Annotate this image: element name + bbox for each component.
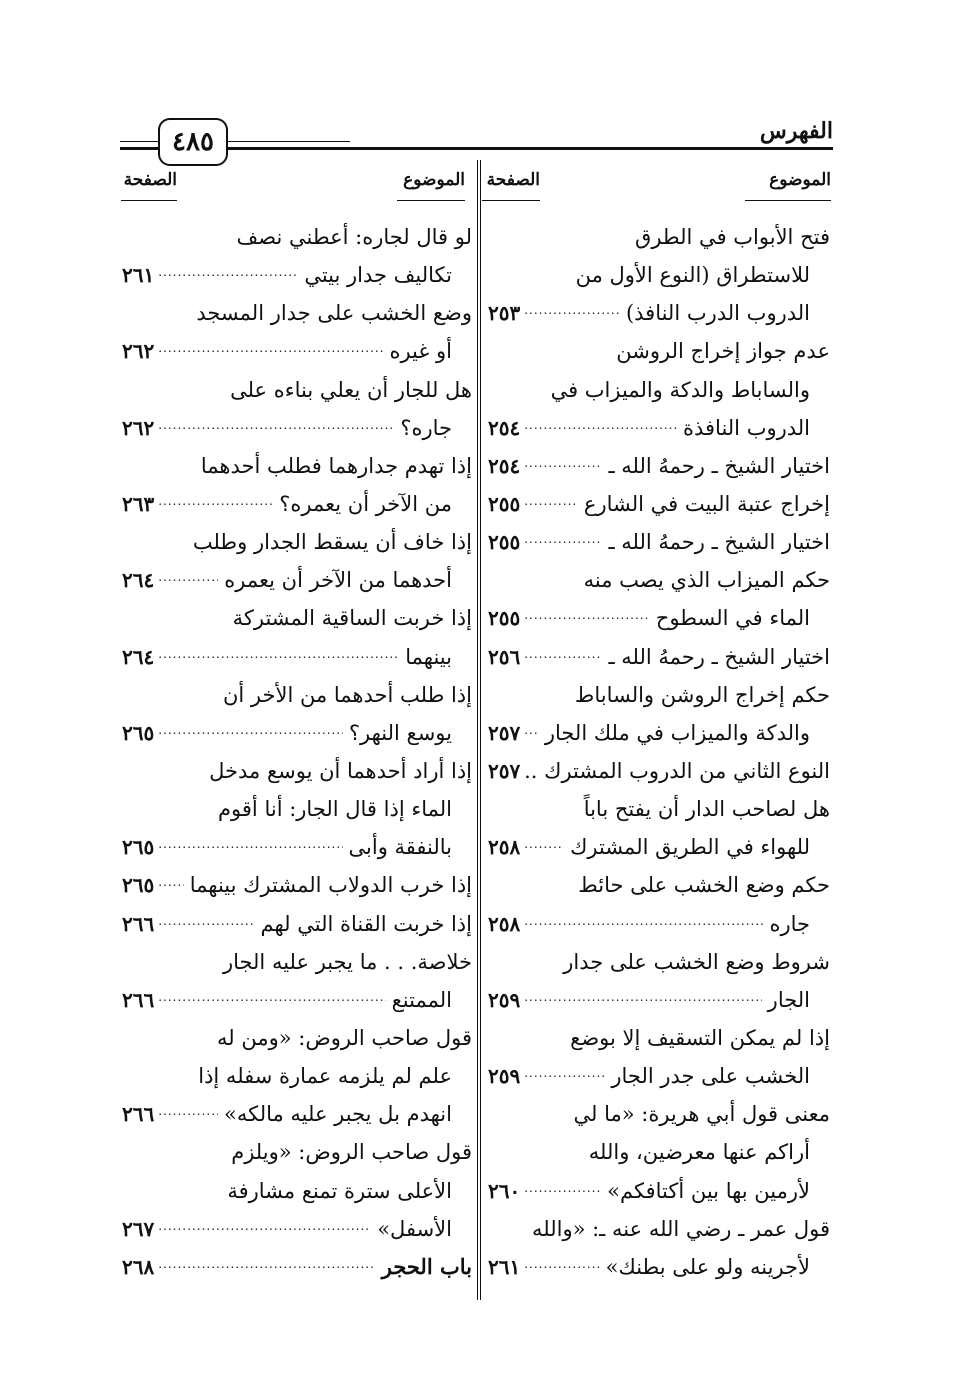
entry-text: فتح الأبواب في الطرق (635, 225, 830, 249)
entry-page-number: ٢٦٥ (122, 873, 155, 898)
entry-text: إذا تهدم جدارهما فطلب أحدهما (200, 453, 472, 478)
index-entry (122, 294, 472, 370)
entry-text: جاره؟ (400, 415, 452, 440)
entry-text: النوع الثاني من الدروب المشترك .. (524, 758, 830, 783)
entry-line (488, 714, 830, 752)
entry-line (488, 485, 830, 523)
index-entry (122, 1019, 472, 1133)
index-entry (122, 752, 472, 866)
index-entry (488, 1210, 830, 1286)
entry-line (488, 676, 830, 714)
entry-text: الخشب على جدر الجار (611, 1064, 810, 1089)
entry-text: لأجرينه ولو على بطنك» (605, 1254, 810, 1279)
entry-text: هل لصاحب الدار أن يفتح باباً (583, 797, 830, 822)
entry-line (122, 1095, 472, 1133)
index-entry (122, 1248, 472, 1286)
leader-dots (524, 485, 578, 523)
entry-line (488, 1057, 830, 1095)
entry-line (122, 638, 472, 676)
entry-page-number: ٢٥٩ (488, 1064, 521, 1089)
entry-line (122, 714, 472, 752)
entry-page-number: ٢٥٥ (488, 530, 521, 555)
index-entry (488, 332, 830, 446)
index-entry (122, 447, 472, 523)
center-divider-2 (480, 160, 481, 1300)
index-entry (488, 523, 830, 561)
leader-dots (524, 638, 602, 676)
leader-dots (158, 409, 394, 447)
entry-text: إذا لم يمكن التسقيف إلا بوضع (570, 1025, 830, 1050)
entry-text: أو غيره (389, 339, 452, 364)
leader-dots (158, 1210, 371, 1248)
entry-text: خلاصة. . . ما يجبر عليه الجار (222, 949, 472, 974)
entry-line (488, 943, 830, 981)
index-entry (122, 1133, 472, 1247)
entry-line (122, 1210, 472, 1248)
left-topic-header: الموضوع (403, 170, 465, 190)
entry-text: الدروب النافذة (682, 415, 810, 440)
index-entry (122, 943, 472, 1019)
index-entry (122, 218, 472, 294)
index-entry (488, 561, 830, 637)
entry-line (488, 371, 830, 409)
leader-dots (524, 1057, 605, 1095)
leader-dots (524, 905, 763, 943)
index-entry (488, 1095, 830, 1209)
entry-line (488, 752, 830, 790)
entry-line (122, 1248, 472, 1286)
entry-line (122, 371, 472, 409)
entry-text: الماء في السطوح (655, 606, 810, 631)
index-entry (122, 371, 472, 447)
entry-page-number: ٢٥٤ (488, 415, 521, 440)
leader-dots (158, 561, 218, 599)
entry-text: من الآخر أن يعمره؟ (279, 491, 452, 516)
leader-dots (524, 447, 602, 485)
leader-dots (158, 866, 183, 904)
entry-line (122, 1019, 472, 1057)
entry-text: أراكم عنها معرضين، والله (588, 1140, 810, 1165)
leader-dots (158, 1248, 376, 1286)
index-entry (488, 638, 830, 676)
page-number-badge: ٤٨٥ (158, 118, 228, 166)
entry-text: هل للجار أن يعلي بناءه على (230, 377, 472, 402)
leader-dots (158, 905, 254, 943)
entry-text: لو قال لجاره: أعطني نصف (236, 225, 472, 249)
entry-line (488, 790, 830, 828)
leader-dots (158, 332, 383, 370)
right-topic-underline (745, 200, 831, 201)
entry-text: الممتنع (391, 987, 452, 1012)
entry-text: إذا خربت القناة التي لهم (260, 911, 472, 936)
entry-line (488, 409, 830, 447)
header-rule-thin (120, 141, 350, 142)
index-entry (122, 905, 472, 943)
entry-line (122, 523, 472, 561)
entry-page-number: ٢٥٤ (488, 453, 521, 478)
index-entry (488, 1019, 830, 1095)
entry-line (122, 828, 472, 866)
entry-line (488, 1019, 830, 1057)
index-entry (122, 866, 472, 904)
entry-line (488, 599, 830, 637)
entry-line (122, 447, 472, 485)
entry-line (488, 523, 830, 561)
entry-text: إذا خاف أن يسقط الجدار وطلب (192, 530, 472, 555)
entry-text: قول صاحب الروض: «ومن له (217, 1025, 472, 1050)
entry-page-number: ٢٥٨ (488, 835, 521, 860)
entry-text: للاستطراق (النوع الأول من (575, 263, 810, 288)
entry-page-number: ٢٦٠ (488, 1178, 521, 1203)
section-title: الفهرس (759, 118, 833, 144)
entry-page-number: ٢٦٢ (122, 339, 155, 364)
entry-text: إخراج عتبة البيت في الشارع (583, 491, 830, 516)
entry-text: علم لم يلزمه عمارة سفله إذا (198, 1064, 452, 1089)
entry-line (122, 256, 472, 294)
entry-line (122, 218, 472, 256)
entry-text: وضع الخشب على جدار المسجد (196, 301, 472, 326)
entry-text: للهواء في الطريق المشترك (570, 835, 810, 860)
entry-page-number: ٢٦٤ (122, 644, 155, 669)
right-column (488, 218, 830, 1286)
entry-text: تكاليف جدار بيتي (304, 263, 452, 288)
entry-line (122, 409, 472, 447)
entry-text: جاره (769, 911, 810, 936)
right-topic-header: الموضوع (769, 170, 831, 190)
index-entry (488, 447, 830, 485)
entry-line (488, 866, 830, 904)
entry-page-number: ٢٦٥ (122, 720, 155, 745)
leader-dots (158, 828, 342, 866)
entry-text: الأسفل» (377, 1216, 452, 1241)
index-entry (488, 485, 830, 523)
center-divider (477, 160, 478, 1300)
entry-text: قول عمر ـ رضي الله عنه ـ: «والله (532, 1216, 830, 1241)
entry-page-number: ٢٥٩ (488, 987, 521, 1012)
entry-page-number: ٢٦٧ (122, 1216, 155, 1241)
entry-text: الدروب الدرب النافذ) (625, 301, 810, 326)
entry-text: إذا طلب أحدهما من الأخر أن (222, 682, 472, 707)
left-page-header: الصفحة (123, 170, 177, 190)
index-entry (488, 790, 830, 866)
entry-text: لأرمين بها بين أكتافكم» (607, 1178, 810, 1203)
entry-text: والدكة والميزاب في ملك الجار (544, 720, 810, 745)
entry-text: قول صاحب الروض: «ويلزم (231, 1140, 472, 1165)
leader-dots (158, 485, 273, 523)
leader-dots (524, 828, 564, 866)
entry-line (488, 1172, 830, 1210)
entry-page-number: ٢٦٤ (122, 568, 155, 593)
entry-text: يوسع النهر؟ (348, 720, 452, 745)
entry-line (122, 752, 472, 790)
entry-text: اختيار الشيخ ـ رحمهُ الله ـ (608, 530, 830, 555)
entry-line (122, 790, 472, 828)
entry-line (122, 1133, 472, 1171)
entry-line (122, 981, 472, 1019)
leader-dots (158, 981, 385, 1019)
leader-dots (524, 1172, 601, 1210)
index-entry (488, 752, 830, 790)
entry-page-number: ٢٦٥ (122, 835, 155, 860)
entry-page-number: ٢٦٢ (122, 415, 155, 440)
entry-page-number: ٢٥٣ (488, 301, 521, 326)
entry-page-number: ٢٦٦ (122, 1102, 155, 1127)
entry-line (488, 638, 830, 676)
entry-line (488, 1210, 830, 1248)
entry-text: إذا خرب الدولاب المشترك بينهما (189, 873, 472, 898)
entry-text: اختيار الشيخ ـ رحمهُ الله ـ (608, 453, 830, 478)
leader-dots (524, 294, 620, 332)
leader-dots (158, 256, 298, 294)
entry-line (122, 1057, 472, 1095)
entry-line (122, 599, 472, 637)
index-entry (122, 599, 472, 675)
entry-text: والساباط والدكة والميزاب في (550, 377, 810, 402)
entry-page-number: ٢٥٥ (488, 491, 521, 516)
entry-page-number: ٢٥٧ (488, 720, 521, 745)
entry-line (488, 256, 830, 294)
entry-line (488, 294, 830, 332)
entry-text: معنى قول أبي هريرة: «ما لي (573, 1102, 830, 1127)
index-entry (488, 218, 830, 332)
entry-page-number: ٢٦١ (488, 1254, 521, 1279)
entry-line (488, 905, 830, 943)
index-entry (122, 523, 472, 599)
entry-line (122, 332, 472, 370)
index-entry (488, 676, 830, 752)
entry-text: الجار (767, 987, 810, 1012)
entry-line (488, 447, 830, 485)
leader-dots (524, 599, 650, 637)
leader-dots (158, 1095, 218, 1133)
entry-line (488, 218, 830, 256)
entry-text: بينهما (405, 644, 452, 669)
entry-line (488, 1133, 830, 1171)
leader-dots (524, 523, 602, 561)
entry-line (122, 1172, 472, 1210)
entry-text: بالنفقة وأبى (348, 835, 452, 860)
leader-dots (158, 714, 343, 752)
entry-page-number: ٢٥٥ (488, 606, 521, 631)
entry-page-number: ٢٦٦ (122, 911, 155, 936)
left-page-underline (121, 200, 177, 201)
leader-dots (524, 409, 677, 447)
entry-line (488, 332, 830, 370)
entry-text: عدم جواز إخراج الروشن (616, 339, 830, 364)
entry-line (122, 294, 472, 332)
entry-text: الماء إذا قال الجار: أنا أقوم (218, 797, 452, 822)
entry-page-number: ٢٥٨ (488, 911, 521, 936)
entry-text: حكم إخراج الروشن والساباط (574, 682, 830, 707)
entry-text: حكم وضع الخشب على حائط (578, 873, 830, 898)
entry-text: انهدم بل يجبر عليه مالكه» (224, 1102, 452, 1127)
leader-dots (524, 1248, 599, 1286)
entry-text: باب الحجر (381, 1253, 472, 1279)
entry-page-number: ٢٥٦ (488, 644, 521, 669)
entry-text: اختيار الشيخ ـ رحمهُ الله ـ (608, 644, 830, 669)
index-entry (488, 943, 830, 1019)
entry-text: الأعلى سترة تمنع مشارفة (227, 1178, 452, 1203)
entry-text: حكم الميزاب الذي يصب منه (583, 568, 830, 593)
entry-text: شروط وضع الخشب على جدار (563, 949, 830, 974)
entry-text: إذا خربت الساقية المشتركة (232, 606, 472, 631)
entry-line (488, 561, 830, 599)
entry-line (122, 866, 472, 904)
entry-page-number: ٢٦٦ (122, 987, 155, 1012)
entry-page-number: ٢٦٨ (122, 1254, 155, 1279)
left-topic-underline (397, 200, 465, 201)
right-page-underline (482, 200, 540, 201)
right-page-header: الصفحة (486, 170, 540, 190)
left-column (122, 218, 472, 1286)
entry-line (122, 905, 472, 943)
entry-line (122, 561, 472, 599)
entry-line (122, 676, 472, 714)
index-entry (488, 866, 830, 942)
entry-line (488, 1248, 830, 1286)
entry-page-number: ٢٥٧ (488, 758, 521, 783)
entry-line (122, 943, 472, 981)
index-entry (122, 676, 472, 752)
entry-page-number: ٢٦٣ (122, 491, 155, 516)
leader-dots (524, 981, 761, 1019)
entry-text: أحدهما من الآخر أن يعمره (224, 568, 452, 593)
entry-text: إذا أراد أحدهما أن يوسع مدخل (209, 758, 472, 783)
entry-line (488, 981, 830, 1019)
entry-line (488, 828, 830, 866)
leader-dots (524, 714, 539, 752)
entry-line (122, 485, 472, 523)
leader-dots (158, 638, 399, 676)
entry-line (488, 1095, 830, 1133)
entry-page-number: ٢٦١ (122, 263, 155, 288)
